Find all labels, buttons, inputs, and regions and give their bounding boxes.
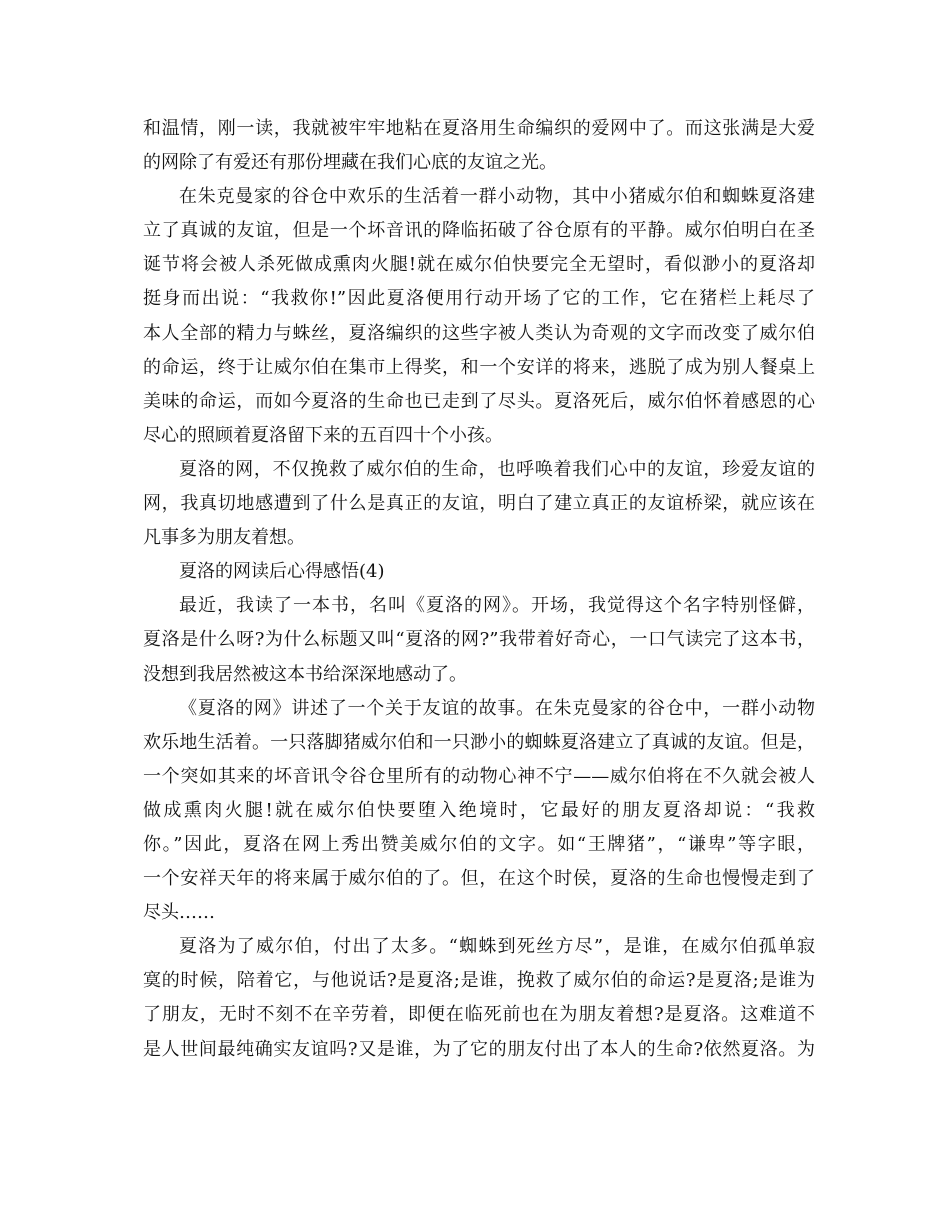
text-line: 一个突如其来的坏音讯令谷仓里所有的动物心神不宁——威尔伯将在不久就会被人 — [143, 765, 815, 787]
text-line: 挺身而出说：“我救你!”因此夏洛便用行动开场了它的工作，它在猪栏上耗尽了 — [143, 288, 815, 310]
text-line: 的命运，终于让威尔伯在集市上得奖，和一个安详的将来，逃脱了成为别人餐桌上 — [143, 356, 815, 378]
text-line: 的网除了有爱还有那份埋藏在我们心底的友谊之光。 — [143, 152, 557, 174]
text-line: 寞的时候，陪着它，与他说话?是夏洛;是谁，挽救了威尔伯的命运?是夏洛;是谁为 — [143, 970, 815, 992]
text-line: 尽心的照顾着夏洛留下来的五百四十个小孩。 — [143, 424, 503, 446]
text-line: 了朋友，无时不刻不在辛劳着，即便在临死前也在为朋友着想?是夏洛。这难道不 — [143, 1004, 815, 1026]
text-line: 做成熏肉火腿!就在威尔伯快要堕入绝境时，它最好的朋友夏洛却说：“我救 — [143, 799, 815, 821]
text-line: 网，我真切地感遭到了什么是真正的友谊，明白了建立真正的友谊桥梁，就应该在 — [143, 493, 815, 515]
text-line: 是人世间最纯确实友谊吗?又是谁，为了它的朋友付出了本人的生命?依然夏洛。为 — [143, 1038, 815, 1060]
paragraph-first-line: 夏洛为了威尔伯，付出了太多。“蜘蛛到死丝方尽”，是谁，在威尔伯孤单寂 — [179, 936, 815, 958]
text-line: 美味的命运，而如今夏洛的生命也已走到了尽头。夏洛死后，威尔伯怀着感恩的心 — [143, 390, 815, 412]
text-line: 和温情，刚一读，我就被牢牢地粘在夏洛用生命编织的爱网中了。而这张满是大爱 — [143, 118, 815, 139]
text-line: 夏洛是什么呀?为什么标题又叫“夏洛的网?”我带着好奇心，一口气读完了这本书， — [143, 629, 815, 651]
text-line: 凡事多为朋友着想。 — [143, 527, 305, 549]
text-line: 欢乐地生活着。一只落脚猪威尔伯和一只渺小的蜘蛛夏洛建立了真诚的友谊。但是， — [143, 731, 815, 753]
text-line: 本人全部的精力与蛛丝，夏洛编织的这些字被人类认为奇观的文字而改变了威尔伯 — [143, 322, 815, 344]
text-line: 没想到我居然被这本书给深深地感动了。 — [143, 663, 467, 685]
text-line: 尽头…… — [143, 902, 215, 924]
text-line: 立了真诚的友谊，但是一个坏音讯的降临拓破了谷仓原有的平静。威尔伯明白在圣 — [143, 220, 815, 242]
text-line: 诞节将会被人杀死做成熏肉火腿!就在威尔伯快要完全无望时，看似渺小的夏洛却 — [143, 254, 815, 276]
text-line: 一个安祥天年的将来属于威尔伯的了。但，在这个时侯，夏洛的生命也慢慢走到了 — [143, 868, 815, 890]
paragraph-first-line: 最近，我读了一本书，名叫《夏洛的网》。开场，我觉得这个名字特别怪僻， — [179, 595, 815, 617]
body-text — [143, 112, 815, 1067]
section-heading: 夏洛的网读后心得感悟(4) — [179, 561, 385, 583]
paragraph-first-line: 《夏洛的网》讲述了一个关于友谊的故事。在朱克曼家的谷仓中，一群小动物 — [179, 697, 815, 719]
paragraph-first-line: 在朱克曼家的谷仓中欢乐的生活着一群小动物，其中小猪威尔伯和蜘蛛夏洛建 — [179, 186, 815, 208]
text-line: 你。”因此，夏洛在网上秀出赞美威尔伯的文字。如“王牌猪”，“谦卑”等字眼， — [143, 833, 815, 855]
paragraph-first-line: 夏洛的网，不仅挽救了威尔伯的生命，也呼唤着我们心中的友谊，珍爱友谊的 — [179, 458, 815, 480]
